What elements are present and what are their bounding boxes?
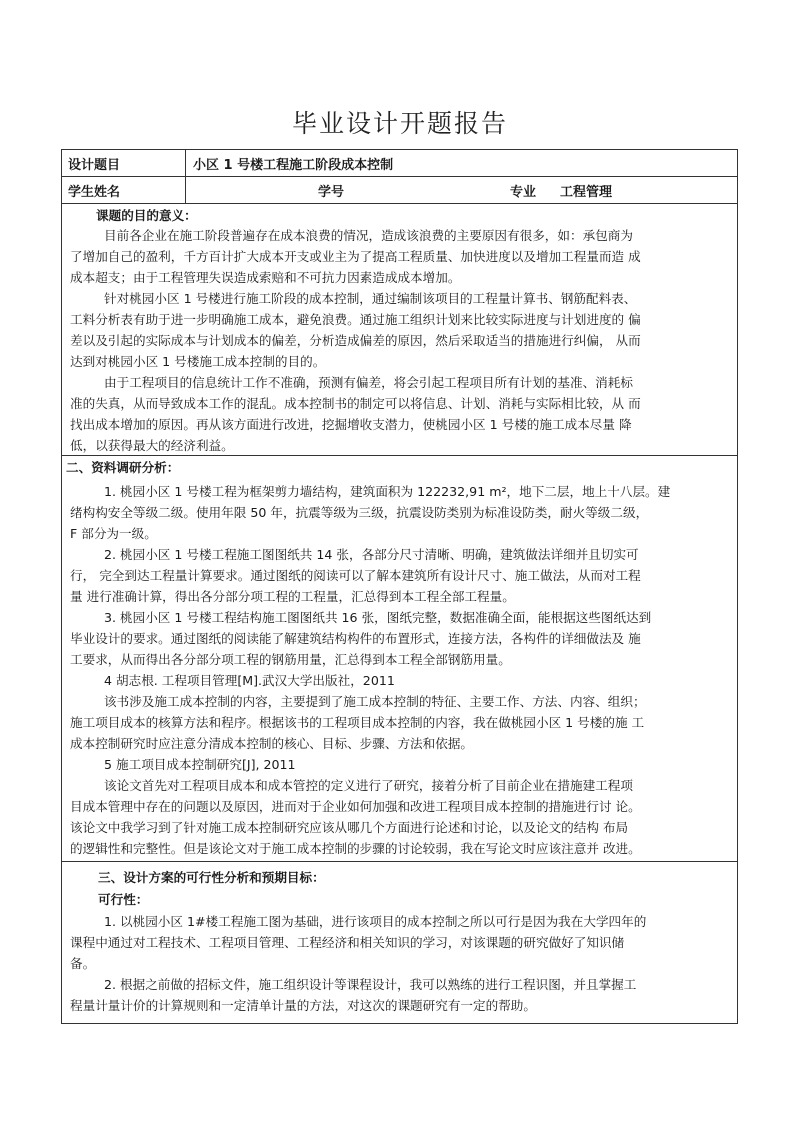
paragraph-line: 施工项目成本的核算方法和程序。根据该书的工程项目成本控制的内容，我在做桃园小区 1 号楼的施 工 (70, 715, 645, 730)
paragraph-line: 成本超支；由于工程管理失误造成索赔和不可抗力因素造成成本增加。 (70, 270, 461, 285)
section-heading: 二、资料调研分析： (66, 460, 180, 475)
paragraph-line: 行， 完全到达工程量计算要求。通过图纸的阅读可以了解本建筑所有设计尺寸、施工做法，从而对工程 (70, 568, 641, 583)
paragraph-line: 量 进行准确计算，得出各分部分项工程的工程量，汇总得到本工程全部工程量。 (70, 589, 515, 604)
section-subheading: 可行性： (98, 892, 149, 907)
major-value: 工程管理 (560, 185, 613, 200)
paragraph-line: 程量计量计价的计算规则和一定清单计量的方法，对这次的课题研究有一定的帮助。 (70, 998, 536, 1013)
paragraph-line: 3. 桃园小区 1 号楼工程结构施工图图纸共 16 张，图纸完整，数据准确全面，能根据这些图纸达到 (104, 610, 652, 625)
paragraph-line: 该论文中我学习到了针对施工成本控制研究应该从哪几个方面进行论述和讨论，以及论文的结构 布局 (70, 820, 629, 835)
column-divider (185, 150, 186, 177)
paragraph-line: 差以及引起的实际成本与计划成本的偏差，分析造成偏差的原因，然后采取适当的措施进行纠偏， 从而 (70, 333, 641, 348)
paragraph-line: 的逻辑性和完整性。但是该论文对于施工成本控制的步骤的讨论较弱，我在写论文时应该注意并 改进。 (70, 841, 641, 856)
proposal-table (61, 149, 738, 1024)
table-row-student (62, 177, 737, 204)
section-feasibility (62, 862, 737, 1022)
paragraph-line: 成本控制研究时应注意分清成本控制的核心、目标、步骤、方法和依据。 (70, 736, 473, 751)
paragraph-line: 目前各企业在施工阶段普遍存在成本浪费的情况，造成该浪费的主要原因有很多，如：承包商为 (104, 228, 633, 243)
paragraph-line: 5 施工项目成本控制研究[J], 2011 (104, 757, 296, 772)
paragraph-line: 低，以获得最大的经济利益。 (70, 438, 234, 453)
paragraph-line: 4 胡志根. 工程项目管理[M].武汉大学出版社，2011 (104, 673, 395, 688)
paragraph-line: 找出成本增加的原因。再从该方面进行改进，挖掘增收支潜力，使桃园小区 1 号楼的施工成本尽量 降 (70, 417, 632, 432)
paragraph-line: 该论文首先对工程项目成本和成本管控的定义进行了研究，接着分析了目前企业在措施建工程项 (104, 778, 633, 793)
paragraph-line: 2. 桃园小区 1 号楼工程施工图图纸共 14 张，各部分尺寸清晰、明确，建筑做法详细并且切实可 (104, 547, 639, 562)
paragraph-line: F 部分为一级。 (70, 526, 157, 541)
paragraph-line: 课程中通过对工程技术、工程项目管理、工程经济和相关知识的学习，对该课题的研究做好了知识储 (70, 935, 625, 950)
paragraph-line: 备。 (70, 956, 96, 971)
major-label: 专业 (510, 185, 537, 200)
column-divider (185, 177, 186, 204)
paragraph-line: 目成本管理中存在的问题以及原因，进而对于企业如何加强和改进工程项目成本控制的措施进行讨 论。 (70, 799, 641, 814)
section-research (62, 456, 737, 860)
paragraph-line: 1. 桃园小区 1 号楼工程为框架剪力墙结构，建筑面积为 122232,91 m²，地下二层，地上十八层。建 (104, 484, 671, 499)
paragraph-line: 工要求，从而得出各分部分项工程的钢筋用量，汇总得到本工程全部钢筋用量。 (70, 652, 511, 667)
paragraph-line: 该书涉及施工成本控制的内容，主要提到了施工成本控制的特征、主要工作、方法、内容、组织； (104, 694, 646, 709)
student-name-label: 学生姓名 (68, 185, 121, 200)
table-row-topic (62, 150, 737, 177)
paragraph-line: 绪构构安全等级二级。使用年限 50 年，抗震等级为三级，抗震设防类别为标准设防类，耐火等级二级， (70, 505, 649, 520)
paragraph-line: 准的失真，从而导致成本工作的混乱。成本控制书的制定可以将信息、计划、消耗与实际相比较，从 而 (70, 396, 641, 411)
paragraph-line: 达到对桃园小区 1 号楼施工成本控制的目的。 (70, 354, 326, 369)
paragraph-line: 1. 以桃园小区 1#楼工程施工图为基础，进行该项目的成本控制之所以可行是因为我在大学四年的 (104, 914, 647, 929)
section-purpose (62, 204, 737, 454)
topic-value: 小区 1 号楼工程施工阶段成本控制 (193, 158, 394, 173)
paragraph-line: 了增加自己的盈利，千方百计扩大成本开支或业主为了提高工程质量、加快进度以及增加工程量而造 成 (70, 249, 641, 264)
paragraph-line: 2. 根据之前做的招标文件，施工组织设计等课程设计，我可以熟练的进行工程识图，并且掌握工 (104, 977, 637, 992)
paragraph-line: 由于工程项目的信息统计工作不准确，预测有偏差，将会引起工程项目所有计划的基准、消耗标 (104, 375, 633, 390)
paragraph-line: 工料分析表有助于进一步明确施工成本，避免浪费。通过施工组织计划来比较实际进度与计划进度的 偏 (70, 312, 641, 327)
paragraph-line: 毕业设计的要求。通过图纸的阅读能了解建筑结构构件的布置形式，连接方法，各构件的详细做法及 施 (70, 631, 641, 646)
student-id-label: 学号 (318, 185, 345, 200)
paragraph-line: 针对桃园小区 1 号楼进行施工阶段的成本控制，通过编制该项目的工程量计算书、钢筋配料表、 (104, 291, 637, 306)
document-title: 毕业设计开题报告 (291, 109, 508, 138)
topic-label: 设计题目 (68, 158, 121, 173)
section-heading: 三、设计方案的可行性分析和预期目标： (98, 870, 325, 885)
section-heading: 课题的目的意义： (96, 208, 197, 223)
